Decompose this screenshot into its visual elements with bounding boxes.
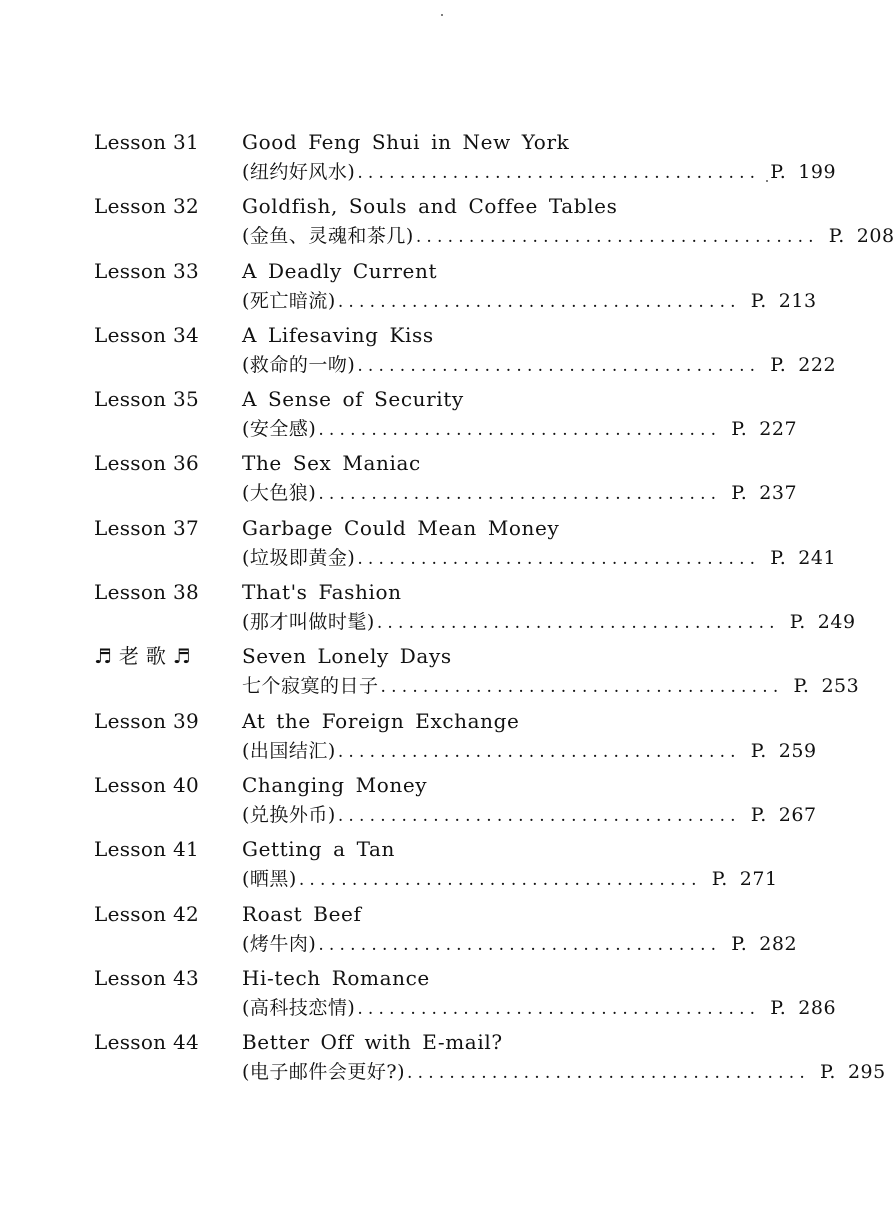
lesson-label: Lesson 38 xyxy=(94,580,200,605)
page-reference xyxy=(721,478,797,508)
page-number: 259 xyxy=(778,739,817,762)
page-number: 249 xyxy=(817,611,856,634)
page-number: 241 xyxy=(798,546,837,569)
dot-leader: ...................................... xyxy=(357,998,761,1019)
toc-entry[interactable] xyxy=(94,448,798,512)
dot-leader: ...................................... xyxy=(407,1063,810,1084)
page-number: 199 xyxy=(798,161,837,183)
dot-leader: ...................................... xyxy=(298,870,702,891)
toc-entry[interactable] xyxy=(94,641,860,705)
chinese-subtitle: 七个寂寞的日子 xyxy=(242,675,379,698)
subtitle-row xyxy=(242,736,817,767)
entry-body xyxy=(242,834,778,898)
lesson-title: Hi-tech Romance xyxy=(242,965,430,990)
page-prefix: P. xyxy=(731,418,748,441)
subtitle-row xyxy=(242,157,837,188)
lesson-title: Garbage Could Mean Money xyxy=(242,515,560,540)
page-prefix: P. xyxy=(770,353,787,376)
dot-leader: ...................................... xyxy=(318,484,722,505)
page-reference xyxy=(760,993,836,1023)
lesson-label: Lesson 41 xyxy=(94,837,200,862)
lesson-label: Lesson 37 xyxy=(94,515,200,540)
entry-body xyxy=(242,641,860,705)
toc-entry[interactable] xyxy=(94,577,856,641)
page-reference xyxy=(780,607,856,637)
toc-entry[interactable] xyxy=(94,256,817,320)
scan-speck xyxy=(441,14,443,16)
entry-body xyxy=(242,1027,886,1091)
page-reference xyxy=(702,864,778,894)
toc-entry[interactable] xyxy=(94,320,837,384)
lesson-title: At the Foreign Exchange xyxy=(242,708,520,733)
lesson-label: Lesson 34 xyxy=(94,322,200,347)
page-reference xyxy=(783,671,859,701)
page-reference xyxy=(760,350,836,380)
chinese-subtitle: (死亡暗流) xyxy=(242,289,336,312)
page-number: 253 xyxy=(821,675,860,698)
lesson-label: ♬ 老 歌 ♬ xyxy=(94,644,192,669)
page-prefix: P. xyxy=(789,611,806,634)
lesson-title: That's Fashion xyxy=(242,580,402,605)
dot-leader: ...................................... xyxy=(318,934,722,955)
dot-leader: ...................................... xyxy=(357,548,761,569)
page-reference xyxy=(760,543,836,573)
page-prefix: P. xyxy=(770,546,787,569)
lesson-title: Getting a Tan xyxy=(242,837,395,862)
page-number: 267 xyxy=(778,803,817,826)
lesson-title: Goldfish, Souls and Coffee Tables xyxy=(242,194,618,219)
chinese-subtitle: (晒黑) xyxy=(242,868,297,891)
entry-body xyxy=(242,899,798,963)
chinese-subtitle: (安全感) xyxy=(242,418,317,441)
lesson-title: A Lifesaving Kiss xyxy=(242,322,434,347)
page-reference xyxy=(741,736,817,766)
lesson-title: Better Off with E-mail? xyxy=(242,1030,503,1055)
subtitle-row xyxy=(242,993,837,1024)
page-reference xyxy=(819,221,895,251)
entry-body xyxy=(242,577,856,641)
page-number: 286 xyxy=(798,996,837,1019)
lesson-label: Lesson 44 xyxy=(94,1030,200,1055)
lesson-label: Lesson 43 xyxy=(94,965,200,990)
page-prefix: P. xyxy=(793,675,810,698)
dot-leader: ...................................... xyxy=(380,677,784,698)
chinese-subtitle: (烤牛肉) xyxy=(242,932,317,955)
page-prefix: P. xyxy=(750,289,767,312)
page-prefix: P. xyxy=(770,161,787,183)
toc-entry[interactable] xyxy=(94,706,817,770)
page-reference xyxy=(721,414,797,444)
page-prefix: P. xyxy=(828,225,845,248)
subtitle-row xyxy=(242,864,778,895)
lesson-title: Changing Money xyxy=(242,772,428,797)
page-reference xyxy=(741,286,817,316)
entry-body xyxy=(242,706,817,770)
dot-leader: ...................................... xyxy=(337,741,741,762)
entry-body xyxy=(242,320,837,384)
toc-entry[interactable] xyxy=(94,1027,886,1091)
subtitle-row xyxy=(242,350,837,381)
entry-body xyxy=(242,963,837,1027)
subtitle-row xyxy=(242,543,837,574)
toc-entry[interactable] xyxy=(94,127,837,191)
page-reference xyxy=(760,157,836,187)
chinese-subtitle: (金鱼、灵魂和茶几) xyxy=(242,225,414,248)
page-number: 213 xyxy=(778,289,817,312)
subtitle-row xyxy=(242,800,817,831)
dot-leader: ...................................... xyxy=(415,227,819,248)
lesson-title: Roast Beef xyxy=(242,901,362,926)
page-prefix: P. xyxy=(731,482,748,505)
page-number: 227 xyxy=(759,418,798,441)
lesson-label: Lesson 42 xyxy=(94,901,200,926)
dot-leader: ...................................... xyxy=(357,163,761,183)
subtitle-row xyxy=(242,671,860,702)
page-number: 295 xyxy=(847,1061,886,1084)
page-number: 282 xyxy=(759,932,798,955)
subtitle-row xyxy=(242,929,798,960)
page-number: 222 xyxy=(798,353,837,376)
toc-entry[interactable] xyxy=(94,834,778,898)
chinese-subtitle: (电子邮件会更好?) xyxy=(242,1061,406,1084)
toc-entry[interactable] xyxy=(94,384,798,448)
page-prefix: P. xyxy=(731,932,748,955)
page-prefix: P. xyxy=(750,803,767,826)
lesson-title: Seven Lonely Days xyxy=(242,644,452,669)
entry-body xyxy=(242,127,837,191)
lesson-label: Lesson 40 xyxy=(94,772,200,797)
toc-entry[interactable] xyxy=(94,899,798,963)
toc-entry[interactable] xyxy=(94,191,895,255)
chinese-subtitle: (高科技恋情) xyxy=(242,996,356,1019)
chinese-subtitle: (大色狼) xyxy=(242,482,317,505)
subtitle-row xyxy=(242,221,895,252)
subtitle-row xyxy=(242,414,798,445)
lesson-label: Lesson 33 xyxy=(94,258,200,283)
dot-leader: ...................................... xyxy=(337,805,741,826)
lesson-label: Lesson 32 xyxy=(94,194,200,219)
lesson-label: Lesson 31 xyxy=(94,130,200,154)
toc-entry[interactable] xyxy=(94,963,837,1027)
subtitle-row xyxy=(242,607,856,638)
page-prefix: P. xyxy=(819,1061,836,1084)
page-reference xyxy=(810,1057,886,1087)
entry-body xyxy=(242,384,798,448)
page-prefix: P. xyxy=(711,868,728,891)
page-number: 208 xyxy=(856,225,895,248)
subtitle-row xyxy=(242,286,817,317)
entry-body xyxy=(242,191,895,255)
dot-leader: ...................................... xyxy=(318,420,722,441)
entry-body xyxy=(242,513,837,577)
page-number: 271 xyxy=(739,868,778,891)
lesson-label: Lesson 36 xyxy=(94,451,200,476)
toc-entry[interactable] xyxy=(94,513,837,577)
lesson-label: Lesson 39 xyxy=(94,708,200,733)
lesson-title: A Deadly Current xyxy=(242,258,438,283)
chinese-subtitle: (纽约好风水) xyxy=(242,161,356,183)
toc-entry[interactable] xyxy=(94,770,817,834)
lesson-title: Good Feng Shui in New York xyxy=(242,130,570,154)
table-of-contents xyxy=(94,127,895,1091)
lesson-label: Lesson 35 xyxy=(94,387,200,412)
entry-body xyxy=(242,770,817,834)
page-reference xyxy=(741,800,817,830)
lesson-title: A Sense of Security xyxy=(242,387,464,412)
dot-leader: ...................................... xyxy=(376,613,780,634)
dot-leader: ...................................... xyxy=(357,355,761,376)
lesson-title: The Sex Maniac xyxy=(242,451,421,476)
chinese-subtitle: (救命的一吻) xyxy=(242,353,356,376)
subtitle-row xyxy=(242,478,798,509)
page-prefix: P. xyxy=(750,739,767,762)
entry-body xyxy=(242,448,798,512)
chinese-subtitle: (出国结汇) xyxy=(242,739,336,762)
subtitle-row xyxy=(242,1057,886,1088)
entry-body xyxy=(242,256,817,320)
page-reference xyxy=(721,929,797,959)
chinese-subtitle: (那才叫做时髦) xyxy=(242,611,375,634)
page-number: 237 xyxy=(759,482,798,505)
chinese-subtitle: (垃圾即黄金) xyxy=(242,546,356,569)
chinese-subtitle: (兑换外币) xyxy=(242,803,336,826)
dot-leader: ...................................... xyxy=(337,291,741,312)
page-prefix: P. xyxy=(770,996,787,1019)
